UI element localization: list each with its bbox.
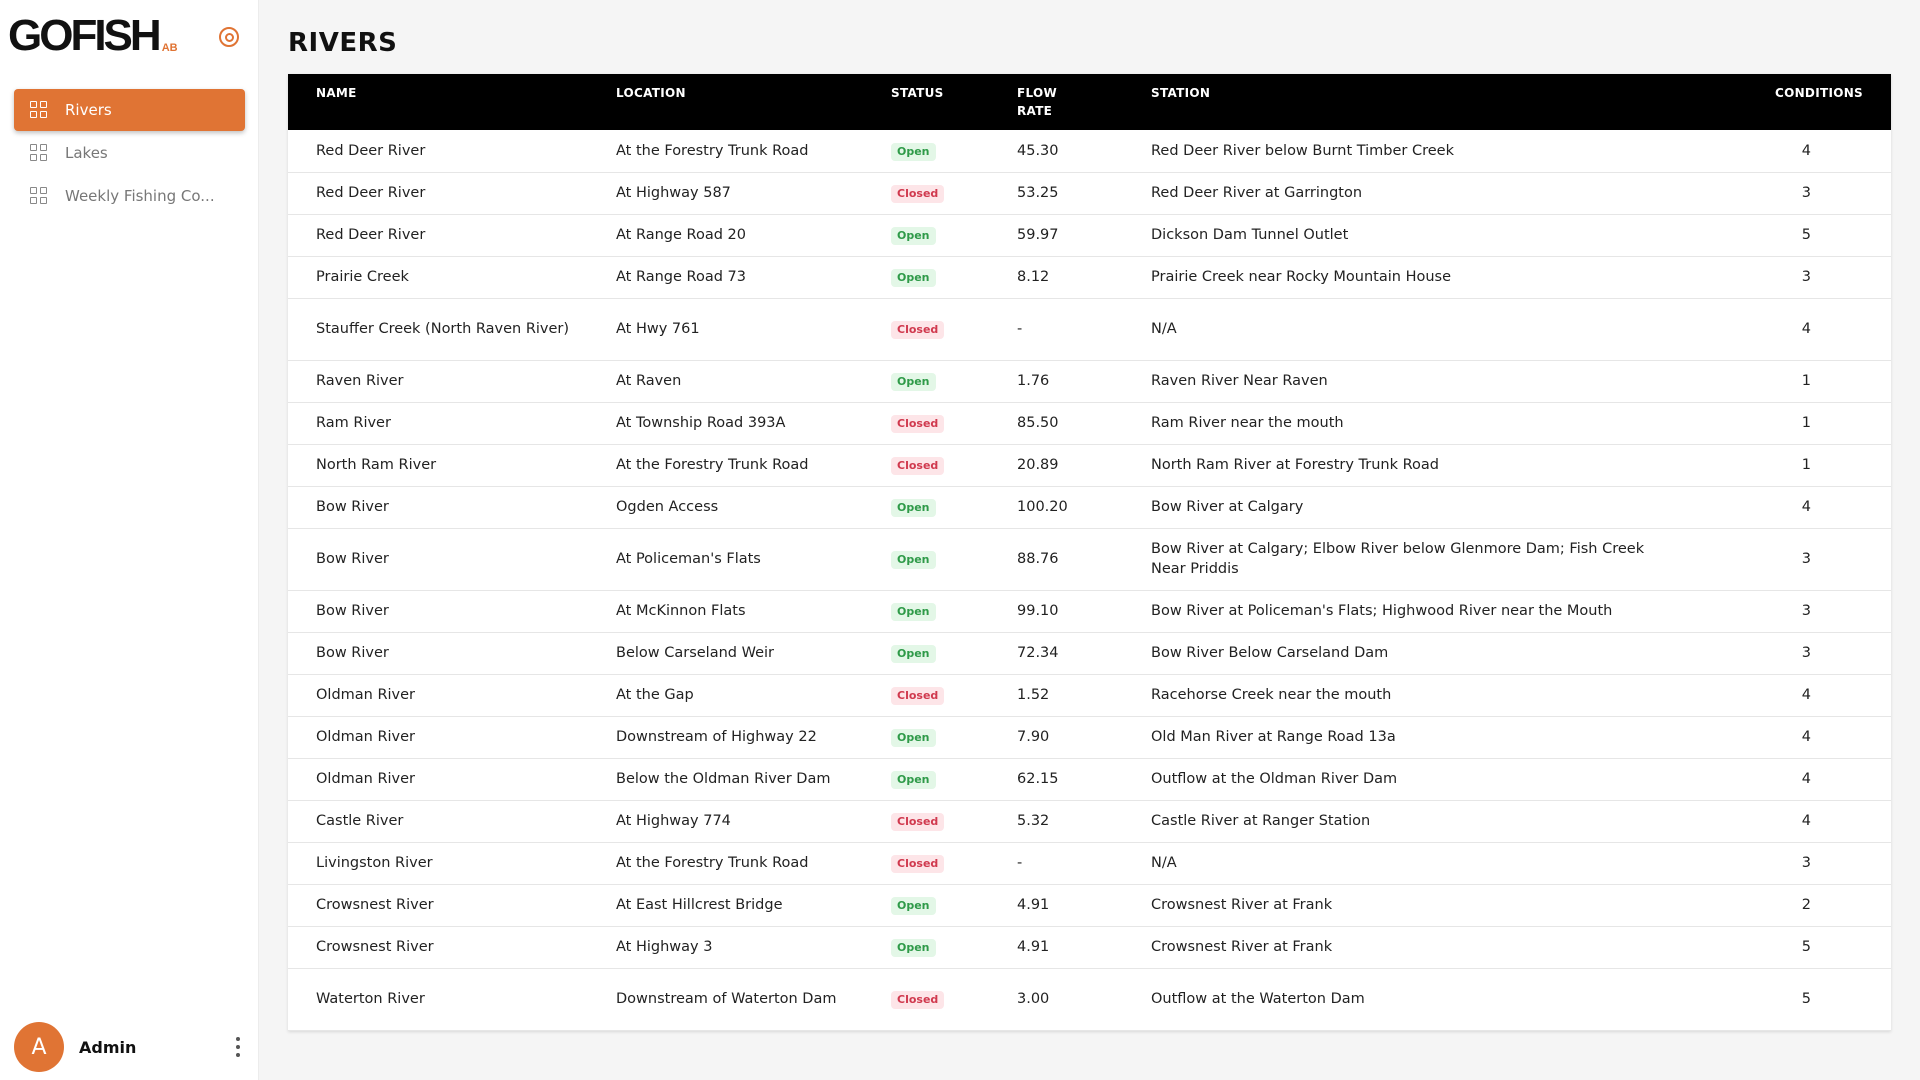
cell-station: Bow River at Policeman's Flats; Highwood River near the Mouth: [1123, 590, 1683, 632]
cell-station: Crowsnest River at Frank: [1123, 884, 1683, 926]
table-row[interactable]: [288, 298, 1891, 360]
cell-status: [863, 130, 989, 172]
sidebar-item-label: Weekly Fishing Co...: [65, 187, 215, 205]
cell-flow-rate: 100.20: [989, 486, 1123, 528]
user-panel: [14, 1023, 245, 1071]
cell-status: [863, 926, 989, 968]
cell-flow-rate: 4.91: [989, 926, 1123, 968]
status-badge: Open: [891, 771, 936, 789]
cell-conditions: 4: [1683, 130, 1891, 172]
cell-location: Downstream of Highway 22: [588, 716, 863, 758]
cell-flow-rate: 8.12: [989, 256, 1123, 298]
cell-status: [863, 800, 989, 842]
grid-icon: [30, 187, 48, 205]
cell-name: Stauffer Creek (North Raven River): [288, 298, 588, 360]
cell-status: [863, 590, 989, 632]
header-location[interactable]: LOCATION: [588, 74, 863, 130]
rivers-table: [288, 74, 1891, 1031]
cell-station: Crowsnest River at Frank: [1123, 926, 1683, 968]
cell-location: At the Gap: [588, 674, 863, 716]
sidebar-item-weekly-fishing[interactable]: [14, 175, 245, 217]
cell-conditions: 1: [1683, 360, 1891, 402]
cell-station: Bow River at Calgary: [1123, 486, 1683, 528]
cell-name: Bow River: [288, 632, 588, 674]
status-badge: Open: [891, 499, 936, 517]
cell-name: Red Deer River: [288, 172, 588, 214]
sidebar: [0, 0, 259, 1080]
table-row[interactable]: [288, 214, 1891, 256]
cell-flow-rate: 53.25: [989, 172, 1123, 214]
header-flow-line2: RATE: [1017, 104, 1053, 118]
cell-status: [863, 884, 989, 926]
collapse-sidebar-icon[interactable]: [219, 27, 239, 47]
cell-location: At Highway 3: [588, 926, 863, 968]
cell-name: Raven River: [288, 360, 588, 402]
cell-status: [863, 486, 989, 528]
table-row[interactable]: [288, 926, 1891, 968]
cell-name: Oldman River: [288, 674, 588, 716]
status-badge: Open: [891, 939, 936, 957]
cell-station: North Ram River at Forestry Trunk Road: [1123, 444, 1683, 486]
cell-conditions: 4: [1683, 298, 1891, 360]
cell-status: [863, 528, 989, 590]
cell-status: [863, 172, 989, 214]
cell-name: Prairie Creek: [288, 256, 588, 298]
cell-flow-rate: 7.90: [989, 716, 1123, 758]
table-row[interactable]: [288, 884, 1891, 926]
cell-station: Old Man River at Range Road 13a: [1123, 716, 1683, 758]
cell-status: [863, 674, 989, 716]
cell-conditions: 2: [1683, 884, 1891, 926]
cell-status: [863, 360, 989, 402]
cell-status: [863, 842, 989, 884]
cell-conditions: 5: [1683, 214, 1891, 256]
cell-conditions: 4: [1683, 758, 1891, 800]
cell-conditions: 3: [1683, 590, 1891, 632]
status-badge: Closed: [891, 185, 944, 203]
cell-station: Red Deer River at Garrington: [1123, 172, 1683, 214]
cell-location: At Highway 587: [588, 172, 863, 214]
status-badge: Open: [891, 269, 936, 287]
cell-conditions: 3: [1683, 842, 1891, 884]
cell-flow-rate: 85.50: [989, 402, 1123, 444]
status-badge: Open: [891, 227, 936, 245]
cell-status: [863, 402, 989, 444]
cell-flow-rate: 45.30: [989, 130, 1123, 172]
status-badge: Closed: [891, 855, 944, 873]
cell-location: At Range Road 73: [588, 256, 863, 298]
grid-icon: [30, 144, 48, 162]
status-badge: Open: [891, 897, 936, 915]
cell-flow-rate: 1.52: [989, 674, 1123, 716]
cell-flow-rate: 20.89: [989, 444, 1123, 486]
table-row[interactable]: [288, 130, 1891, 172]
cell-status: [863, 214, 989, 256]
sidebar-item-rivers[interactable]: [14, 89, 245, 131]
cell-flow-rate: 1.76: [989, 360, 1123, 402]
table-row[interactable]: [288, 758, 1891, 800]
cell-flow-rate: 88.76: [989, 528, 1123, 590]
cell-conditions: 4: [1683, 716, 1891, 758]
cell-name: Livingston River: [288, 842, 588, 884]
table-row[interactable]: [288, 674, 1891, 716]
cell-conditions: 3: [1683, 632, 1891, 674]
table-row[interactable]: [288, 444, 1891, 486]
table-body: [288, 130, 1891, 1030]
cell-conditions: 3: [1683, 528, 1891, 590]
header-flow-line1: FLOW: [1017, 86, 1058, 100]
header-status[interactable]: STATUS: [863, 74, 989, 130]
status-badge: Closed: [891, 813, 944, 831]
cell-station: Outflow at the Waterton Dam: [1123, 968, 1683, 1030]
cell-name: Red Deer River: [288, 130, 588, 172]
cell-name: North Ram River: [288, 444, 588, 486]
status-badge: Closed: [891, 321, 944, 339]
cell-status: [863, 444, 989, 486]
cell-station: Dickson Dam Tunnel Outlet: [1123, 214, 1683, 256]
table-header-row: [288, 74, 1891, 130]
table-row[interactable]: [288, 256, 1891, 298]
cell-conditions: 1: [1683, 402, 1891, 444]
cell-location: At Hwy 761: [588, 298, 863, 360]
kebab-menu-icon[interactable]: [235, 1037, 241, 1057]
cell-station: Bow River at Calgary; Elbow River below Glenmore Dam; Fish Creek Near Priddis: [1123, 528, 1683, 590]
cell-flow-rate: 5.32: [989, 800, 1123, 842]
status-badge: Closed: [891, 415, 944, 433]
cell-name: Bow River: [288, 528, 588, 590]
cell-location: Below Carseland Weir: [588, 632, 863, 674]
cell-flow-rate: 62.15: [989, 758, 1123, 800]
table-row[interactable]: [288, 632, 1891, 674]
cell-name: Oldman River: [288, 758, 588, 800]
status-badge: Open: [891, 645, 936, 663]
cell-flow-rate: 3.00: [989, 968, 1123, 1030]
cell-location: At Range Road 20: [588, 214, 863, 256]
cell-flow-rate: 59.97: [989, 214, 1123, 256]
cell-conditions: 5: [1683, 926, 1891, 968]
table-row[interactable]: [288, 716, 1891, 758]
cell-location: At the Forestry Trunk Road: [588, 842, 863, 884]
cell-station: Ram River near the mouth: [1123, 402, 1683, 444]
cell-flow-rate: 72.34: [989, 632, 1123, 674]
cell-location: At McKinnon Flats: [588, 590, 863, 632]
cell-flow-rate: -: [989, 842, 1123, 884]
sidebar-item-label: Rivers: [65, 101, 112, 119]
cell-location: At the Forestry Trunk Road: [588, 130, 863, 172]
cell-conditions: 3: [1683, 172, 1891, 214]
table-row[interactable]: [288, 486, 1891, 528]
status-badge: Open: [891, 603, 936, 621]
cell-station: Racehorse Creek near the mouth: [1123, 674, 1683, 716]
logo-sub-text: AB: [161, 42, 178, 54]
cell-status: [863, 256, 989, 298]
page-title: RIVERS: [288, 28, 398, 58]
cell-status: [863, 632, 989, 674]
cell-conditions: 4: [1683, 674, 1891, 716]
status-badge: Open: [891, 373, 936, 391]
cell-name: Crowsnest River: [288, 884, 588, 926]
table-row[interactable]: [288, 800, 1891, 842]
cell-name: Ram River: [288, 402, 588, 444]
cell-name: Bow River: [288, 486, 588, 528]
sidebar-item-lakes[interactable]: [14, 132, 245, 174]
table-row[interactable]: [288, 402, 1891, 444]
cell-conditions: 4: [1683, 800, 1891, 842]
cell-name: Waterton River: [288, 968, 588, 1030]
logo-main-text: GOFISH: [8, 11, 159, 60]
cell-location: At Highway 774: [588, 800, 863, 842]
table-row[interactable]: [288, 590, 1891, 632]
cell-location: Downstream of Waterton Dam: [588, 968, 863, 1030]
table-row[interactable]: [288, 842, 1891, 884]
cell-location: At Raven: [588, 360, 863, 402]
cell-station: Red Deer River below Burnt Timber Creek: [1123, 130, 1683, 172]
cell-flow-rate: -: [989, 298, 1123, 360]
cell-conditions: 5: [1683, 968, 1891, 1030]
cell-location: Ogden Access: [588, 486, 863, 528]
status-badge: Closed: [891, 687, 944, 705]
sidebar-nav: [14, 89, 245, 218]
cell-station: Castle River at Ranger Station: [1123, 800, 1683, 842]
cell-name: Castle River: [288, 800, 588, 842]
cell-status: [863, 716, 989, 758]
grid-icon: [30, 101, 48, 119]
cell-conditions: 1: [1683, 444, 1891, 486]
cell-name: Crowsnest River: [288, 926, 588, 968]
cell-location: At the Forestry Trunk Road: [588, 444, 863, 486]
table-row[interactable]: [288, 968, 1891, 1030]
cell-conditions: 3: [1683, 256, 1891, 298]
cell-status: [863, 968, 989, 1030]
header-flow-rate[interactable]: [989, 74, 1123, 130]
cell-name: Oldman River: [288, 716, 588, 758]
cell-conditions: 4: [1683, 486, 1891, 528]
cell-station: Prairie Creek near Rocky Mountain House: [1123, 256, 1683, 298]
cell-location: Below the Oldman River Dam: [588, 758, 863, 800]
cell-flow-rate: 4.91: [989, 884, 1123, 926]
table-row[interactable]: [288, 360, 1891, 402]
rivers-table-container: [288, 74, 1891, 1031]
cell-name: Red Deer River: [288, 214, 588, 256]
table-row[interactable]: [288, 528, 1891, 590]
avatar[interactable]: A: [14, 1022, 64, 1072]
cell-station: Bow River Below Carseland Dam: [1123, 632, 1683, 674]
cell-status: [863, 298, 989, 360]
user-name: Admin: [79, 1037, 137, 1057]
cell-station: N/A: [1123, 298, 1683, 360]
status-badge: Open: [891, 729, 936, 747]
cell-status: [863, 758, 989, 800]
cell-station: N/A: [1123, 842, 1683, 884]
cell-location: At Township Road 393A: [588, 402, 863, 444]
cell-station: Outflow at the Oldman River Dam: [1123, 758, 1683, 800]
cell-location: At Policeman's Flats: [588, 528, 863, 590]
status-badge: Open: [891, 143, 936, 161]
header-name[interactable]: NAME: [288, 74, 588, 130]
cell-flow-rate: 99.10: [989, 590, 1123, 632]
status-badge: Closed: [891, 991, 944, 1009]
header-station[interactable]: STATION: [1123, 74, 1683, 130]
status-badge: Open: [891, 551, 936, 569]
cell-station: Raven River Near Raven: [1123, 360, 1683, 402]
cell-location: At East Hillcrest Bridge: [588, 884, 863, 926]
logo[interactable]: [8, 11, 178, 60]
status-badge: Closed: [891, 457, 944, 475]
header-conditions[interactable]: CONDITIONS: [1683, 74, 1891, 130]
table-row[interactable]: [288, 172, 1891, 214]
sidebar-item-label: Lakes: [65, 144, 108, 162]
cell-name: Bow River: [288, 590, 588, 632]
